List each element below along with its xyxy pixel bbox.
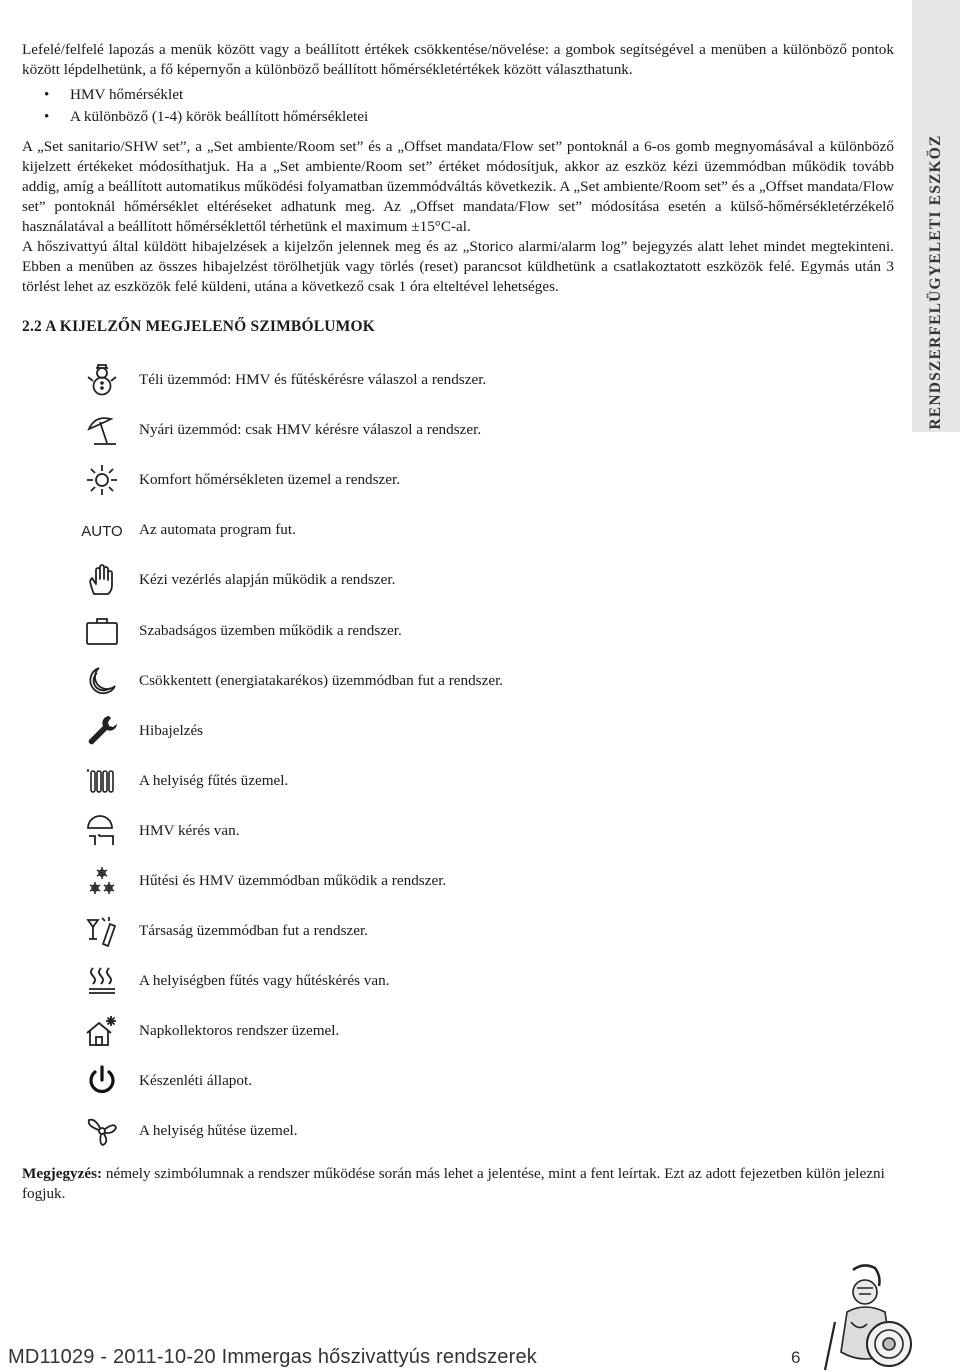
party-icon	[84, 913, 120, 949]
symbol-description: Nyári üzemmód: csak HMV kérésre válaszol a rendszer.	[139, 421, 482, 439]
symbol-row	[84, 906, 884, 956]
note-label: Megjegyzés:	[22, 1165, 103, 1182]
intro-paragraph: Lefelé/felfelé lapozás a menük között vagy a beállított értékek csökkentése/növelése: a gombok segítségével a menüben a különböző pontok között lépdelhetünk, a fő képernyőn a különböző beállított hőmérsékletértékek között választhatunk.	[22, 41, 894, 78]
symbol-description: Hűtési és HMV üzemmódban működik a rendszer.	[139, 871, 447, 889]
snowman-icon	[84, 362, 120, 398]
symbol-row	[84, 656, 884, 706]
svg-text:AUTO: AUTO	[81, 523, 123, 541]
symbol-row	[84, 1006, 884, 1056]
symbol-row	[84, 806, 884, 856]
warrior-mascot-logo	[815, 1262, 917, 1372]
symbol-description: Hibajelzés	[139, 721, 204, 739]
symbol-row	[84, 555, 884, 605]
symbol-row	[84, 706, 884, 756]
radiator-icon	[84, 763, 120, 799]
symbol-row	[84, 856, 884, 906]
symbol-row	[84, 1106, 884, 1156]
symbol-description: A helyiség fűtés üzemel.	[139, 771, 289, 789]
symbol-row	[84, 605, 884, 655]
power-icon	[84, 1063, 120, 1099]
sun-icon	[84, 462, 120, 498]
symbol-description: A helyiségben fűtés vagy hűtéskérés van.	[139, 972, 390, 990]
wrench-icon	[84, 713, 120, 749]
symbol-row	[84, 405, 884, 455]
symbol-description: Az automata program fut.	[139, 521, 296, 539]
symbol-list	[81, 355, 884, 1157]
symbol-description: Téli üzemmód: HMV és fűtéskérésre válaszol a rendszer.	[139, 371, 487, 389]
symbol-description: Készenléti állapot.	[139, 1072, 253, 1090]
heat-waves-icon	[84, 963, 120, 999]
intro-section	[22, 40, 894, 297]
symbol-row	[84, 355, 884, 405]
umbrella-icon	[84, 412, 120, 448]
snowflake-icon	[84, 863, 120, 899]
sidebar-title: RENDSZERFELÜGYELETI ESZKÖZ	[927, 134, 944, 430]
fan-icon	[84, 1113, 120, 1149]
bullet-item: • A különböző (1-4) körök beállított hőmérsékletei	[44, 106, 894, 128]
note-text: némely szimbólumnak a rendszer működése során más lehet a jelentése, mint a fent leírtak. Ezt az adott fejezetben külön jelezni fogjuk.	[22, 1165, 885, 1202]
symbol-description: A helyiség hűtése üzemel.	[139, 1122, 298, 1140]
symbol-description: Kézi vezérlés alapján működik a rendszer.	[139, 571, 396, 589]
footer-document-id: MD11029 - 2011-10-20 Immergas hőszivattyús rendszerek	[8, 1346, 537, 1368]
symbol-row	[84, 1056, 884, 1106]
note-paragraph	[22, 1164, 894, 1204]
symbol-row	[84, 756, 884, 806]
symbol-description: Társaság üzemmódban fut a rendszer.	[139, 922, 368, 940]
symbol-row	[84, 455, 884, 505]
symbol-row	[81, 505, 884, 555]
symbol-row	[84, 956, 884, 1006]
auto-icon	[81, 512, 123, 548]
suitcase-icon	[84, 613, 120, 649]
section-heading: 2.2 A KIJELZŐN MEGJELENŐ SZIMBÓLUMOK	[22, 318, 375, 335]
symbol-description: HMV kérés van.	[139, 821, 240, 839]
bullet-item: • HMV hőmérséklet	[44, 84, 894, 106]
shower-icon	[84, 813, 120, 849]
bullet-list	[22, 84, 894, 128]
settings-paragraph: A „Set sanitario/SHW set”, a „Set ambiente/Room set” és a „Offset mandata/Flow set” pontoknál a 6-os gomb megnyomásával a különböző kijelzett értékeket módosíthatjuk. Ha a „Set ambiente/Room set” értéket módosítjuk, akkor az eszköz kézi üzemmódban működik tovább addig, amíg a beállított automatikus működési folyamatban üzemmódváltás következik. A „Set ambiente/Room set” és a „Offset mandata/Flow set” pontoknál hőmérséklet eltéréseket adhatunk meg. Az „Offset mandata/Flow set” módosítása esetén a külső-hőmérsékletérzékelő használatával a beállított hőmérséklettől térhetünk el maximum ±15°C-al.	[22, 138, 894, 235]
symbol-description: Csökkentett (energiatakarékos) üzemmódban fut a rendszer.	[139, 671, 504, 689]
symbol-description: Napkollektoros rendszer üzemel.	[139, 1022, 340, 1040]
solar-house-icon	[84, 1013, 120, 1049]
symbol-description: Komfort hőmérsékleten üzemel a rendszer.	[139, 471, 401, 489]
alarm-paragraph: A hőszivattyú által küldött hibajelzések a kijelzőn jelennek meg és az „Storico alarmi/alarm log” bejegyzés alatt lehet mindet megtekinteni. Ebben a menüben az összes hibajelzést törölhetjük vagy törlés (reset) parancsot küldhetünk a csatlakoztatott eszközök felé. Egymás után 3 törlést lehet az eszközök felé küldeni, utána a következő csak 1 óra elteltével lehetséges.	[22, 238, 894, 295]
hand-icon	[84, 562, 120, 598]
page-number: 6	[791, 1348, 801, 1367]
symbol-description: Szabadságos üzemben működik a rendszer.	[139, 621, 402, 639]
moon-icon	[84, 663, 120, 699]
